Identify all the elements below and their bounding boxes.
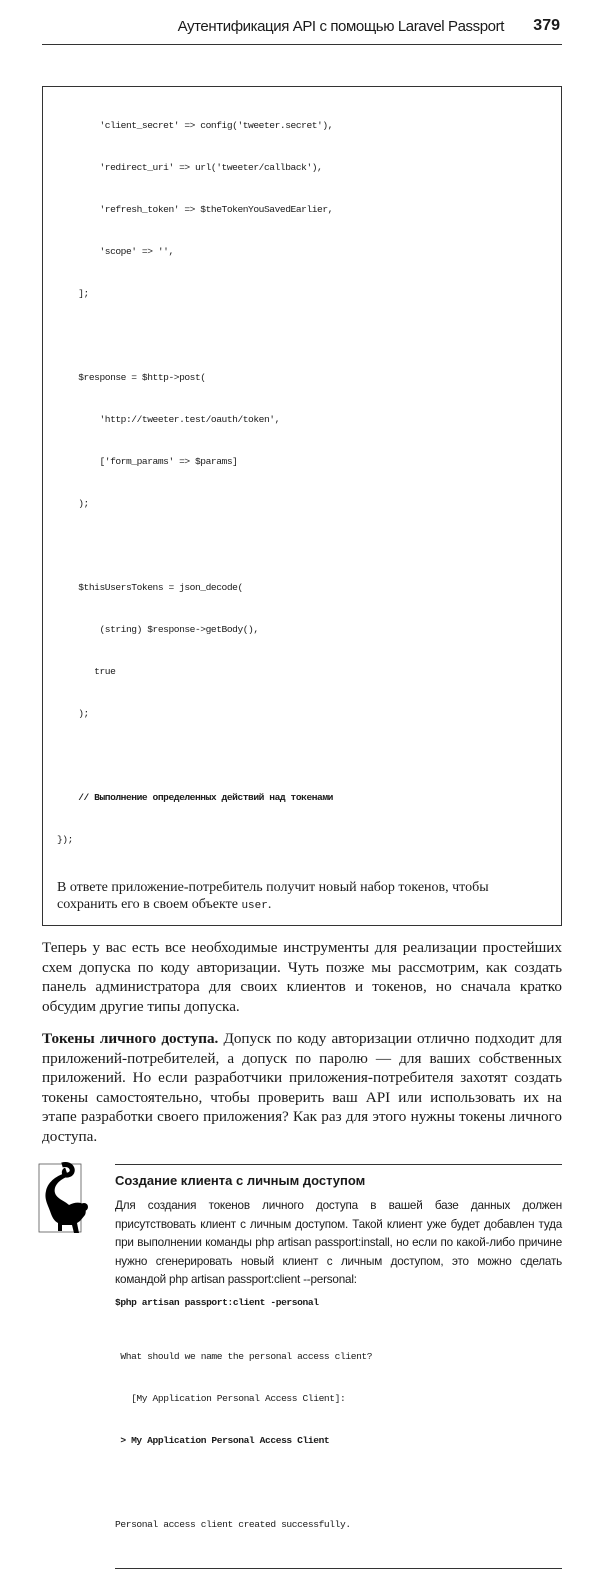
code-line: }); [57,834,73,845]
code-line: ['form_params' => $params] [57,456,238,467]
terminal-output [115,1322,562,1560]
note-title: Создание клиента с личным доступом [115,1173,366,1188]
code-line: (string) $response->getBody(), [57,624,259,635]
code-box-note [57,879,547,915]
code-line: ]; [57,288,89,299]
code-line [57,749,547,763]
code-line: ); [57,708,89,719]
code-line: 'http://tweeter.test/oauth/token', [57,414,280,425]
output-line: What should we name the personal access client? [115,1350,373,1362]
output-line: [My Application Personal Access Client]: [115,1392,346,1404]
page-number: 379 [533,17,560,34]
output-line: Personal access client created successfully. [115,1518,351,1530]
code-line [57,539,547,553]
note-text: В ответе приложение-потребитель получит новый набор токенов, чтобы сохранить его в своем объекте [57,880,489,912]
code-line: 'client_secret' => config('tweeter.secret'), [57,120,333,131]
paragraph-lead: Токены личного доступа. [42,1030,219,1047]
code-line [57,329,547,343]
header-title: Аутентификация API с помощью Laravel Passport [177,18,504,35]
page [42,0,562,1569]
lemur-icon [36,1161,90,1237]
output-line [115,1476,562,1490]
code-line: ); [57,498,89,509]
body-paragraph [42,1029,562,1146]
terminal-command: $php artisan passport:client -personal [115,1296,319,1308]
code-line: $response = $http->post( [57,372,206,383]
code-listing-box [42,86,562,926]
code-line: 'redirect_uri' => url('tweeter/callback'), [57,162,323,173]
paragraph-text: Допуск по коду авторизации отлично подходит для приложений-потребителей, а допуск по паролю — для ваших собственных приложений. Но если разработчики приложения-потребителя захотят создать токены самостоятельно, чтобы проверить ваш API или использовать их на этапе разработки своего приложения? Как раз для этого нужны токены личного доступа. [42,1030,562,1145]
code-line: 'refresh_token' => $theTokenYouSavedEarlier, [57,204,333,215]
code-line: true [57,666,116,677]
code-line: $thisUsersTokens = json_decode( [57,582,243,593]
code-line: 'scope' => '', [57,246,174,257]
note-end: . [267,897,272,912]
code-line: // Выполнение определенных действий над токенами [57,792,333,803]
inline-code: user [241,900,268,912]
running-header [42,14,562,45]
note-sidebar [115,1164,562,1569]
body-paragraph: Теперь у вас есть все необходимые инструменты для реализации простейших схем допуска по коду авторизации. Чуть позже мы рассмотрим, как создать панель администратора для своих клиентов и токенов, но сначала кратко обсудим другие типы допуска. [42,939,562,1015]
output-line: > My Application Personal Access Client [115,1434,330,1446]
code-listing [57,91,547,875]
note-body: Для создания токенов личного доступа в вашей базе данных должен присутствовать клиент с личным доступом. Такой клиент уже будет добавлен туда при выполнении команды php artisan passport:install, но если по какой-либо причине нужно сгенерировать новый клиент с личным доступом, это можно сделать командой php artisan passport:client --personal: [115,1199,562,1286]
